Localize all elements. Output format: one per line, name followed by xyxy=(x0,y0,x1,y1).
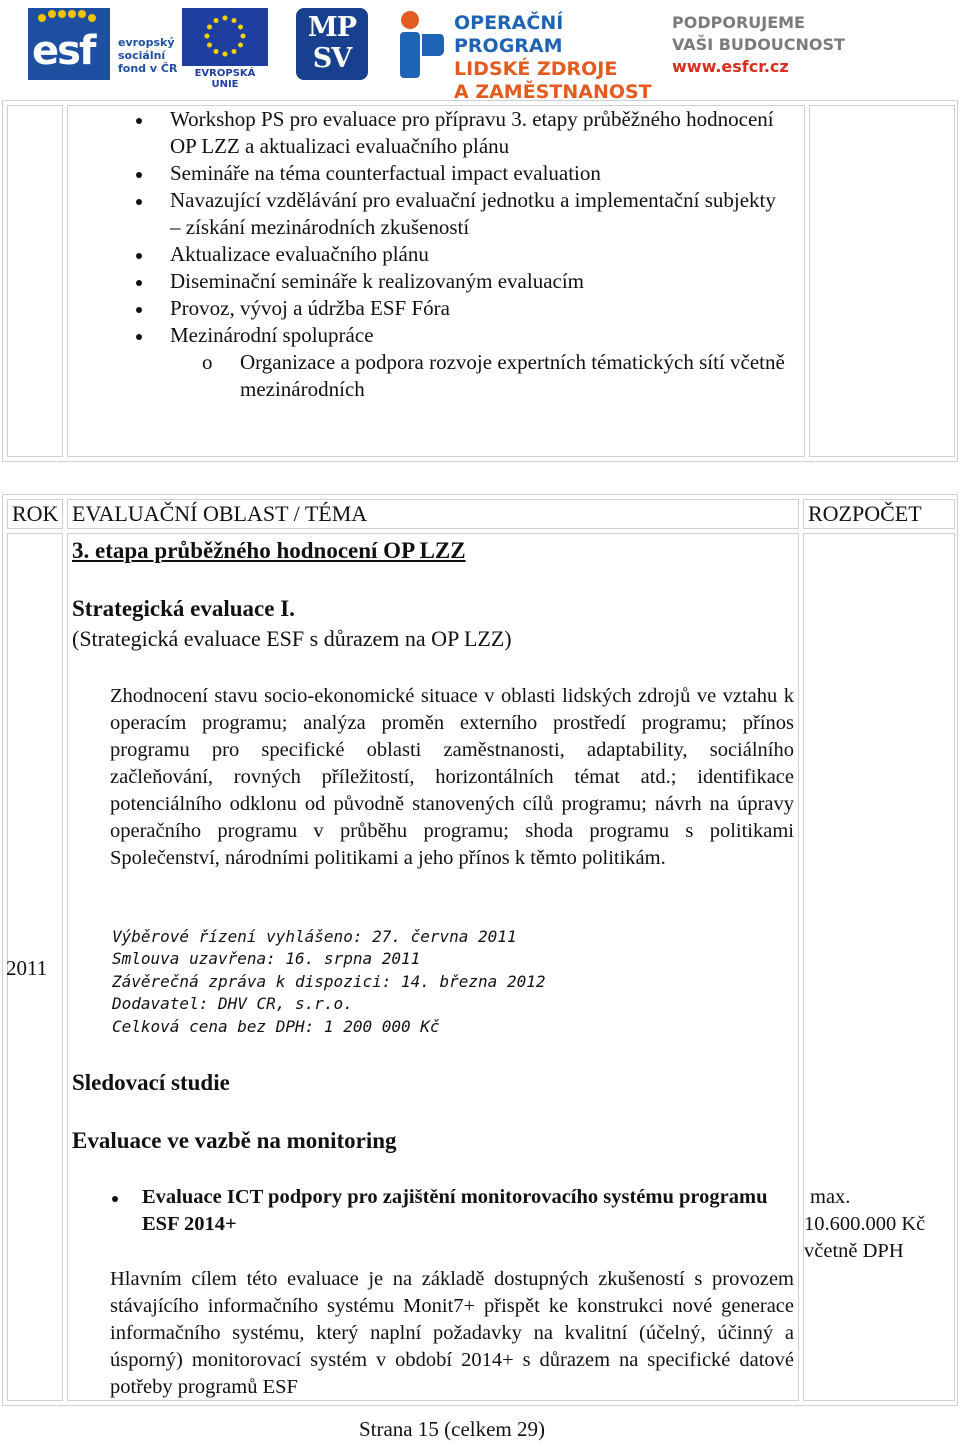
procurement-line: Závěrečná zpráva k dispozici: 14. března 2012 xyxy=(112,971,546,991)
budget-value: max. 10.600.000 Kč včetně DPH xyxy=(804,1186,926,1262)
procurement-details xyxy=(112,926,545,1038)
bullet-icon xyxy=(112,1196,118,1202)
procurement-line: Výběrové řízení vyhlášeno: 27. června 2011 xyxy=(112,927,517,946)
bullet-icon xyxy=(136,253,142,259)
logo-bar xyxy=(0,0,960,103)
list-item: Diseminační semináře k realizovaným evaluacím xyxy=(170,268,790,295)
list-item: Provoz, vývoj a údržba ESF Fóra xyxy=(170,295,790,322)
column-header-oblast: EVALUAČNÍ OBLAST / TÉMA xyxy=(67,499,799,529)
list-item: Navazující vzdělávání pro evaluační jednotku a implementační subjekty – získání mezinárodních zkušeností xyxy=(170,187,790,241)
op-lzz-logo xyxy=(396,8,656,103)
list-item: Semináře na téma counterfactual impact evaluation xyxy=(170,160,790,187)
bullet-icon xyxy=(136,307,142,313)
page-number: Strana 15 (celkem 29) xyxy=(358,1417,546,1441)
bullet-icon xyxy=(136,199,142,205)
esf-logo xyxy=(28,8,182,80)
support-url-link[interactable]: www.esfcr.cz xyxy=(672,57,789,76)
op-line-2: LIDSKÉ ZDROJE xyxy=(454,58,618,80)
stage-title: 3. etapa průběžného hodnocení OP LZZ xyxy=(72,538,466,563)
tracking-study-title: Sledovací studie xyxy=(72,1070,230,1095)
ict-evaluation-item: Evaluace ICT podpory pro zajištění monitorovacího systému programu ESF 2014+ xyxy=(142,1186,768,1235)
year-value: 2011 xyxy=(6,956,48,980)
bullet-icon xyxy=(136,118,142,124)
sub-bullet-marker: o xyxy=(202,350,213,374)
esf-mark xyxy=(28,8,110,80)
esf-stars-icon xyxy=(38,10,100,22)
mpsv-line-2: SV xyxy=(312,43,352,74)
column-header-rozpocet: ROZPOČET xyxy=(803,499,955,529)
list-item: Mezinárodní spolupráce xyxy=(170,322,790,349)
list-item: Aktualizace evaluačního plánu xyxy=(170,241,790,268)
support-slogan: PODPORUJEME VAŠI BUDOUCNOST www.esfcr.cz xyxy=(672,13,845,76)
strategic-paragraph: Zhodnocení stavu socio-ekonomické situace v oblasti lidských zdrojů ve vztahu k operacím programu; analýza proměn externího prostředí programu; přínos programu pro specifické oblasti zaměstnanosti, adaptability, sociálního začleňování, rovných příležitostí, horizontálních témat atd.; identifikace potenciálního odklonu od původně stanovených cílů programu; návrh na úpravy operačního programu v průběhu programu; shoda programu s politikami Společenství, národními politikami a jeho přínos k těmto politikám. xyxy=(110,685,794,869)
esf-letters: esf xyxy=(32,28,95,74)
activity-list xyxy=(170,106,790,403)
op-line-1: OPERAČNÍ PROGRAM xyxy=(454,12,564,57)
monitoring-title: Evaluace ve vazbě na monitoring xyxy=(72,1128,397,1153)
list-item: Workshop PS pro evaluace pro přípravu 3. etapy průběžného hodnocení OP LZZ a aktualizaci evaluačního plánu xyxy=(170,106,790,160)
top-cell-left xyxy=(7,105,63,457)
strategic-subtitle: (Strategická evaluace ESF s důrazem na OP LZZ) xyxy=(72,626,512,651)
mpsv-line-1: MP xyxy=(307,12,357,43)
eu-logo xyxy=(182,8,268,90)
mpsv-logo xyxy=(296,8,368,80)
bullet-icon xyxy=(136,280,142,286)
op-figure-icon xyxy=(396,10,446,82)
strategic-title: Strategická evaluace I. xyxy=(72,596,295,621)
bullet-icon xyxy=(136,172,142,178)
procurement-line: Dodavatel: DHV CR, s.r.o. xyxy=(112,994,353,1014)
cell-rozpocet xyxy=(803,533,955,1401)
bullet-icon xyxy=(136,334,142,340)
esf-logo-text: evropský sociální fond v ČR xyxy=(118,36,178,75)
op-line-3: A ZAMĚSTNANOST xyxy=(454,81,652,103)
column-header-rok: ROK xyxy=(7,499,63,529)
ict-paragraph: Hlavním cílem této evaluace je na základě dostupných zkušeností s provozem stávajícího informačního systému Monit7+ přispět ke konstrukci nové generace informačního systému, který naplní požadavky na kvalitní (účelný, účinný a úsporný) monitorovací systém v období 2014+ s důrazem na specifické datové potřeby programů ESF xyxy=(110,1268,794,1398)
procurement-line: Smlouva uzavřena: 16. srpna 2011 xyxy=(112,949,421,969)
sub-list-item: o Organizace a podpora rozvoje expertních tématických sítí včetně mezinárodních xyxy=(202,350,785,401)
top-cell-right xyxy=(809,105,955,457)
eu-stars-icon xyxy=(182,8,268,66)
procurement-line: Celková cena bez DPH: 1 200 000 Kč xyxy=(112,1016,440,1036)
eu-label: EVROPSKÁ UNIE xyxy=(194,68,256,90)
eu-flag-icon xyxy=(182,8,268,66)
